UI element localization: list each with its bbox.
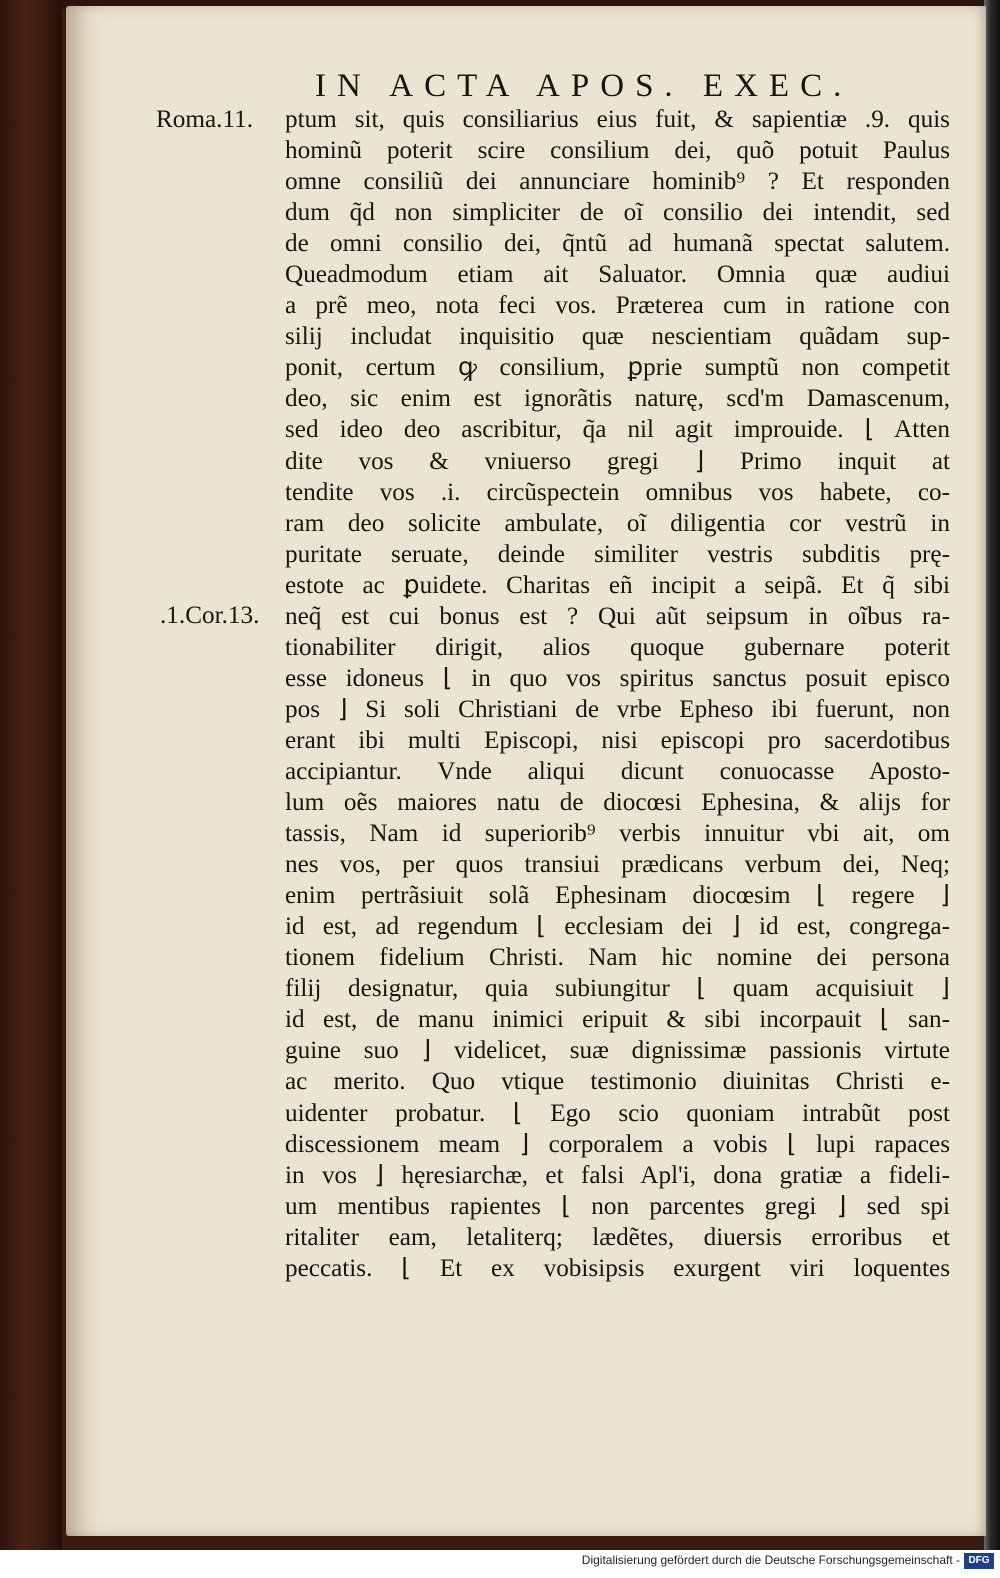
text-line: peccatis. ⌊ Et ex vobisipsis exurgent viri loquentes (285, 1254, 950, 1282)
text-line: um mentibus rapientes ⌊ non parcentes gregi ⌋ sed spi (285, 1192, 950, 1220)
text-line: lum oẽs maiores natu de diocœsi Ephesina, & alijs for (285, 789, 950, 817)
text-line: erant ibi multi Episcopi, nisi episcopi pro sacerdotibus (285, 726, 950, 754)
text-line: ritaliter eam, letaliterq; lædẽtes, diuersis erroribus et (285, 1223, 950, 1251)
text-line: esse idoneus ⌊ in quo vos spiritus sanctus posuit episco (285, 664, 950, 692)
text-line: de omni consilio dei, q̃ntũ ad humanã spectat salutem. (285, 230, 950, 258)
dfg-logo-badge: DFG (964, 1553, 994, 1569)
text-line: ptum sit, quis consiliarius eius fuit, & sapientiæ .9. quis (285, 106, 950, 133)
text-line: pos ⌋ Si soli Christiani de vrbe Epheso ibi fuerunt, non (285, 695, 950, 723)
funding-credit: Digitalisierung gefördert durch die Deutsche Forschungsgemeinschaft - (581, 1553, 960, 1567)
text-line: hominũ poterit scire consilium dei, quõ potuit Paulus (285, 137, 950, 165)
text-line: ac merito. Quo vtique testimonio diuinitas Christi e- (285, 1068, 950, 1096)
text-line: uidenter probatur. ⌊ Ego scio quoniam intrabũt post (285, 1099, 950, 1127)
text-line: sed ideo deo ascribitur, q̃a nil agit improuide. ⌊ Atten (285, 416, 950, 444)
text-line: Queadmodum etiam ait Saluator. Omnia quæ audiui (285, 261, 950, 289)
text-line: a prẽ meo, nota feci vos. Præterea cum in ratione con (285, 292, 950, 320)
text-line: discessionem meam ⌋ corporalem a vobis ⌊ lupi rapaces (285, 1130, 950, 1158)
text-line: ram deo solicite ambulate, oĩ diligentia cor vestrũ in (285, 509, 950, 537)
text-line: id est, ad regendum ⌊ ecclesiam dei ⌋ id est, congrega- (285, 913, 950, 941)
text-line: puritate seruate, deinde similiter vestris subditis prę- (285, 540, 950, 568)
text-line: id est, de manu inimici eripuit & sibi incorpauit ⌊ san- (285, 1006, 950, 1034)
text-line: tendite vos .i. circũspectein omnibus vos habete, co- (285, 478, 950, 506)
text-line: enim pertrãsiuit solã Ephesinam diocœsim ⌊ regere ⌋ (285, 882, 950, 910)
text-line: ponit, certum ꝙ consilium, ꝑprie sumptũ non competit (285, 354, 950, 382)
text-line: tionem fidelium Christi. Nam hic nomine dei persona (285, 944, 950, 972)
running-head: IN ACTA APOS. EXEC. (315, 68, 853, 104)
text-line: estote ac ꝑuidete. Charitas eñ incipit a seipã. Et q̃ sibi (285, 571, 950, 599)
text-line: dum q̃d non simpliciter de oĩ consilio dei intendit, sed (285, 199, 950, 227)
text-line: tassis, Nam id superiorib⁹ verbis innuitur vbi ait, om (285, 820, 950, 848)
body-text (285, 104, 950, 1284)
binding-board-right (984, 0, 1000, 1550)
text-line: filij designatur, quia subiungitur ⌊ quam acquisiuit ⌋ (285, 975, 950, 1003)
text-line: tionabiliter dirigit, alios quoque gubernare poterit (285, 633, 950, 661)
text-line: in vos ⌋ hęresiarchæ, et falsi Apl'i, dona gratiæ a fideli- (285, 1161, 950, 1189)
text-line: omne consiliũ dei annunciare hominib⁹ ? Et responden (285, 168, 950, 196)
text-line: neq̃ est cui bonus est ? Qui aũt seipsum in oĩbus ra- (285, 602, 950, 630)
text-line: silij includat inquisitio quæ nescientiam quãdam sup- (285, 323, 950, 351)
binding-board-left (0, 0, 62, 1550)
margin-note-romans: Roma.11. (156, 106, 254, 133)
text-line: dite vos & vniuerso gregi ⌋ Primo inquit at (285, 447, 950, 475)
text-line: nes vos, per quos transiui prædicans verbum dei, Neq; (285, 851, 950, 879)
text-line: deo, sic enim est ignorãtis naturę, scd'm Damascenum, (285, 385, 950, 413)
margin-note-corinthians: .1.Cor.13. (160, 602, 260, 629)
text-line: guine suo ⌋ videlicet, suæ dignissimæ passionis virtute (285, 1037, 950, 1065)
text-line: accipiantur. Vnde aliqui dicunt conuocasse Aposto- (285, 757, 950, 785)
